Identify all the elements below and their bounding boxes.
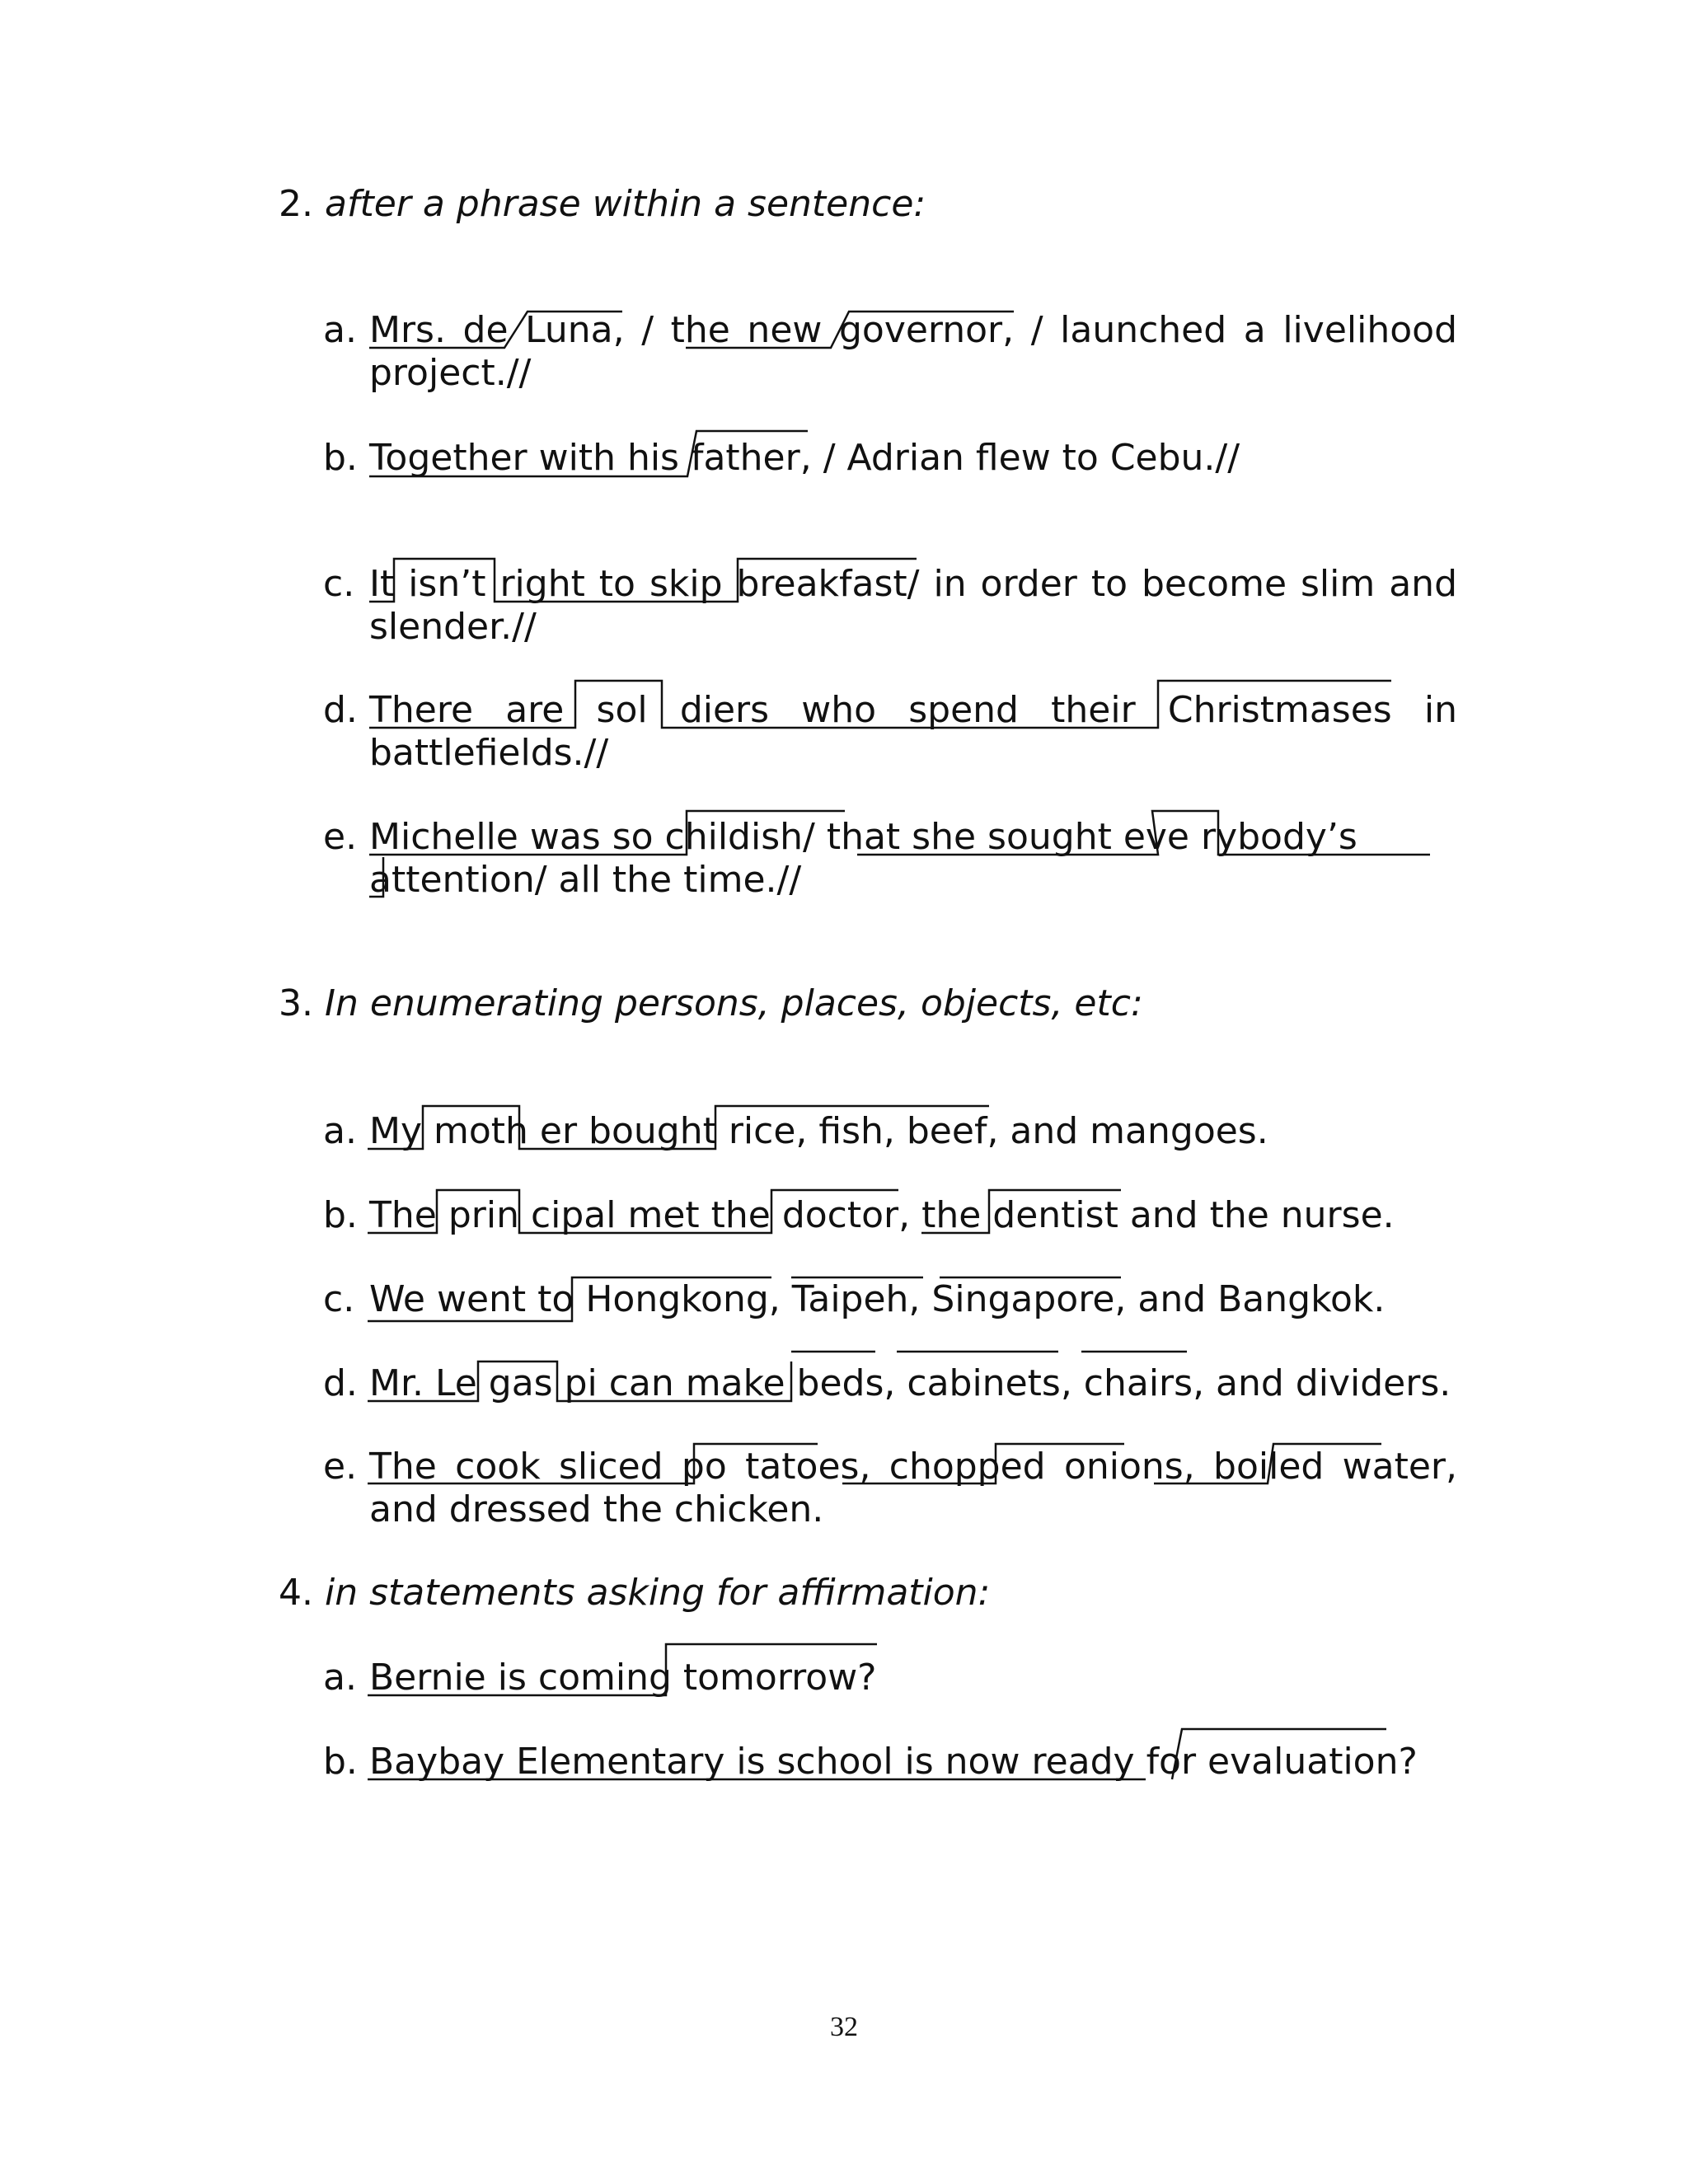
item-text: There are sol diers who spend their Christmases in battlefields.// (369, 689, 1457, 774)
page-number: 32 (830, 2012, 858, 2042)
item-text: Bernie is coming tomorrow? (369, 1657, 877, 1699)
section-number: 4. (279, 1572, 313, 1614)
section-number: 2. (279, 183, 313, 225)
item-text: It isn’t right to skip breakfast/ in order to become slim and slender.// (369, 563, 1457, 648)
item-letter: d. (323, 1362, 358, 1404)
item-letter: a. (323, 1110, 357, 1152)
list-item (323, 1194, 1457, 1237)
section-heading (279, 1572, 990, 1615)
item-letter: b. (323, 1194, 358, 1236)
section-label: after a phrase within a sentence: (325, 183, 926, 225)
item-text: The prin cipal met the doctor, the dentist and the nurse. (369, 1194, 1395, 1236)
item-letter: e. (323, 816, 358, 858)
list-item (323, 1278, 1457, 1321)
item-letter: a. (323, 309, 357, 351)
section-heading (279, 982, 1143, 1025)
item-text: Mr. Le gas pi can make beds, cabinets, chairs, and dividers. (369, 1362, 1451, 1404)
item-text: We went to Hongkong, Taipeh, Singapore, and Bangkok. (369, 1278, 1386, 1320)
item-text: The cook sliced po tatoes, chopped onions, boiled water, and dressed the chicken. (369, 1446, 1457, 1530)
list-item (323, 1446, 1457, 1531)
list-item (323, 816, 1457, 902)
section-heading (279, 183, 926, 226)
section-number: 3. (279, 982, 313, 1024)
item-letter: b. (323, 437, 358, 479)
item-text: Michelle was so childish/ that she sought eve rybody’s attention/ all the time.// (369, 816, 1357, 901)
section-label: In enumerating persons, places, objects, etc: (325, 982, 1143, 1024)
list-item (323, 437, 1457, 480)
item-letter: b. (323, 1741, 358, 1783)
section-label: in statements asking for affirmation: (325, 1572, 991, 1614)
item-letter: c. (323, 1278, 355, 1320)
list-item (323, 1741, 1457, 1783)
list-item (323, 1110, 1457, 1153)
item-letter: c. (323, 563, 355, 605)
item-text: My moth er bought rice, fish, beef, and mangoes. (369, 1110, 1268, 1152)
list-item (323, 689, 1457, 775)
item-letter: e. (323, 1446, 358, 1488)
list-item (323, 1362, 1457, 1405)
item-text: Together with his father, / Adrian flew to Cebu.// (369, 437, 1240, 479)
list-item (323, 1657, 1457, 1699)
item-text: Mrs. de Luna, / the new governor, / launched a livelihood project.// (369, 309, 1457, 394)
item-text: Baybay Elementary is school is now ready for evaluation? (369, 1741, 1418, 1783)
list-item (323, 309, 1457, 395)
item-letter: d. (323, 689, 358, 731)
list-item (323, 563, 1457, 649)
item-letter: a. (323, 1657, 357, 1699)
